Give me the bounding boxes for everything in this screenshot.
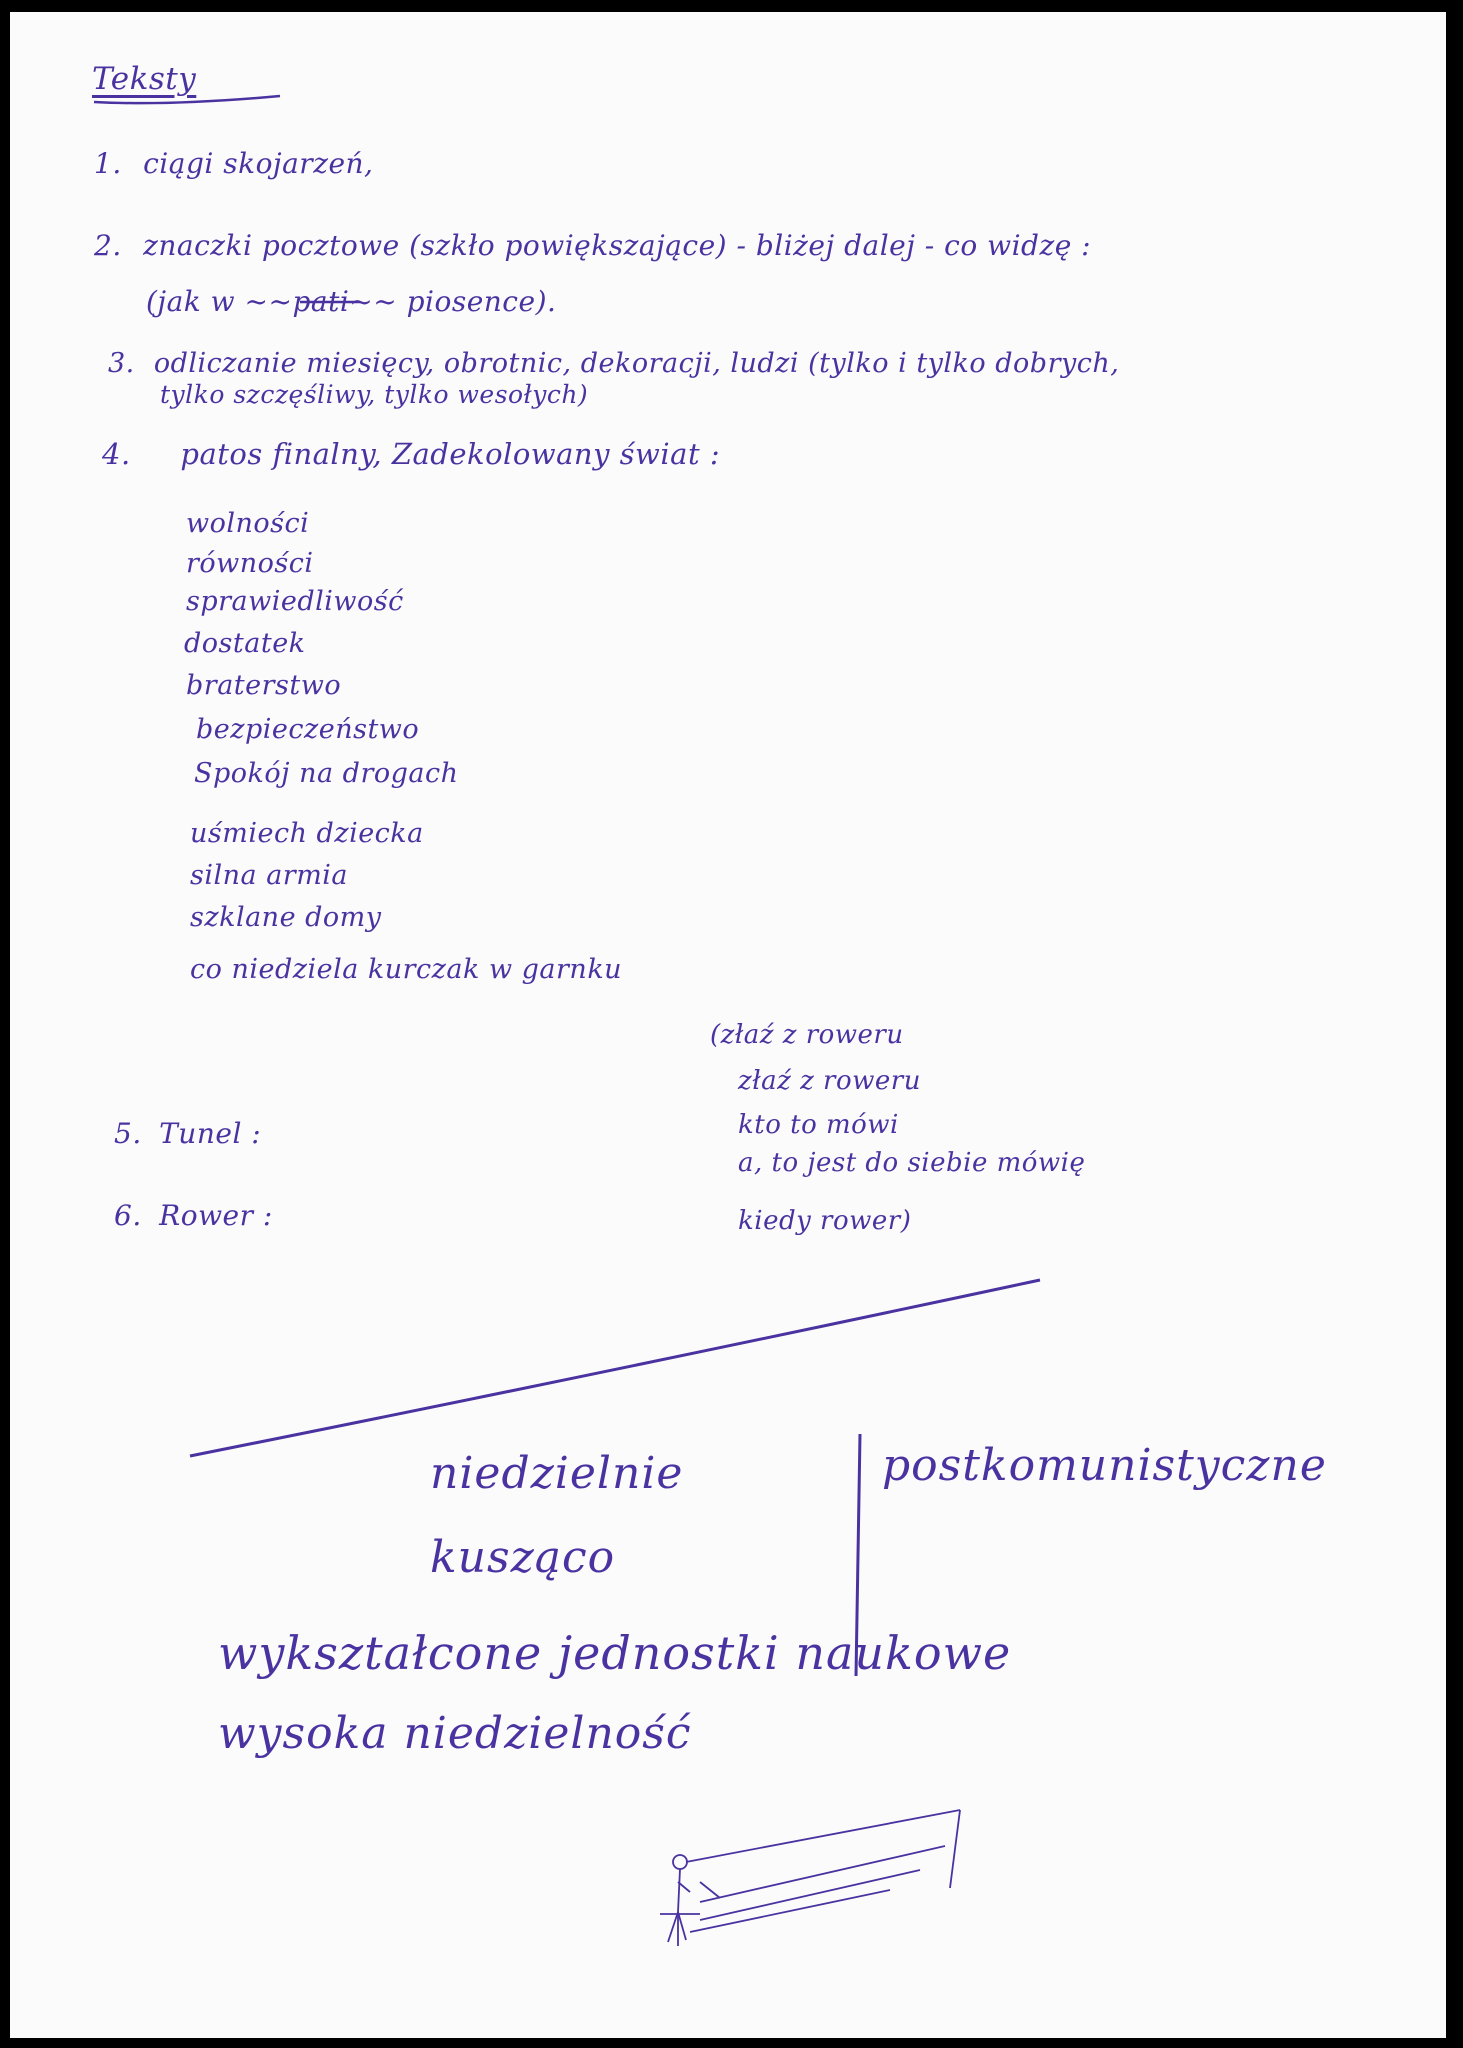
- side-note-line: kiedy rower): [738, 1206, 912, 1236]
- item-text: Tunel :: [159, 1117, 262, 1150]
- bottom-word: wysoka niedzielność: [218, 1708, 692, 1759]
- list-item: równości: [186, 548, 314, 579]
- bottom-word: niedzielnie: [430, 1448, 684, 1499]
- item-number: 4.: [102, 437, 131, 471]
- side-note-line: kto to mówi: [738, 1110, 899, 1140]
- bottom-word: kusząco: [430, 1532, 616, 1583]
- item-text: znaczki pocztowe (szkło powiększające) - bliżej dalej - co widzę :: [143, 229, 1092, 262]
- item-text: Rower :: [159, 1199, 273, 1232]
- title-underline: [94, 96, 280, 103]
- item-number: 6.: [114, 1199, 142, 1232]
- page-title: Teksty: [92, 61, 197, 97]
- list-item: sprawiedliwość: [186, 586, 404, 617]
- list-item: Spokój na drogach: [194, 758, 459, 789]
- item-number: 3.: [108, 348, 135, 379]
- side-note-line: a, to jest do siebie mówię: [738, 1148, 1086, 1178]
- divider-line: [190, 1280, 1040, 1456]
- list-item: bezpieczeństwo: [196, 714, 420, 745]
- item-text: odliczanie miesięcy, obrotnic, dekoracji, ludzi (tylko i tylko dobrych,: [153, 348, 1120, 379]
- side-note-line: złaź z roweru: [738, 1066, 921, 1096]
- item-text: patos finalny, Zadekolowany świat :: [180, 437, 721, 471]
- item-text: ciągi skojarzeń,: [143, 147, 374, 180]
- side-note-line: (złaź z roweru: [710, 1020, 904, 1050]
- bottom-word: wykształcone jednostki naukowe: [218, 1626, 1012, 1680]
- list-item: szklane domy: [190, 902, 382, 933]
- bottom-right-word: postkomunistyczne: [882, 1440, 1327, 1491]
- figure-sketch-icon: [660, 1810, 960, 1946]
- item-3-continuation: tylko szczęśliwy, tylko wesołych): [160, 380, 589, 409]
- paper-sheet: [10, 12, 1446, 2038]
- item-2-continuation: (jak w ~~pati~~ piosence).: [146, 285, 557, 318]
- item-number: 2.: [94, 229, 122, 262]
- list-item: dostatek: [184, 628, 306, 659]
- item-number: 1.: [94, 147, 122, 180]
- list-item: braterstwo: [186, 670, 342, 701]
- vertical-separator: [856, 1434, 860, 1676]
- item-number: 5.: [114, 1117, 142, 1150]
- list-item: silna armia: [190, 860, 349, 891]
- list-item: wolności: [186, 508, 310, 539]
- list-item: co niedziela kurczak w garnku: [190, 954, 623, 985]
- sketch-layer: [10, 12, 1446, 2038]
- list-item: uśmiech dziecka: [190, 818, 424, 849]
